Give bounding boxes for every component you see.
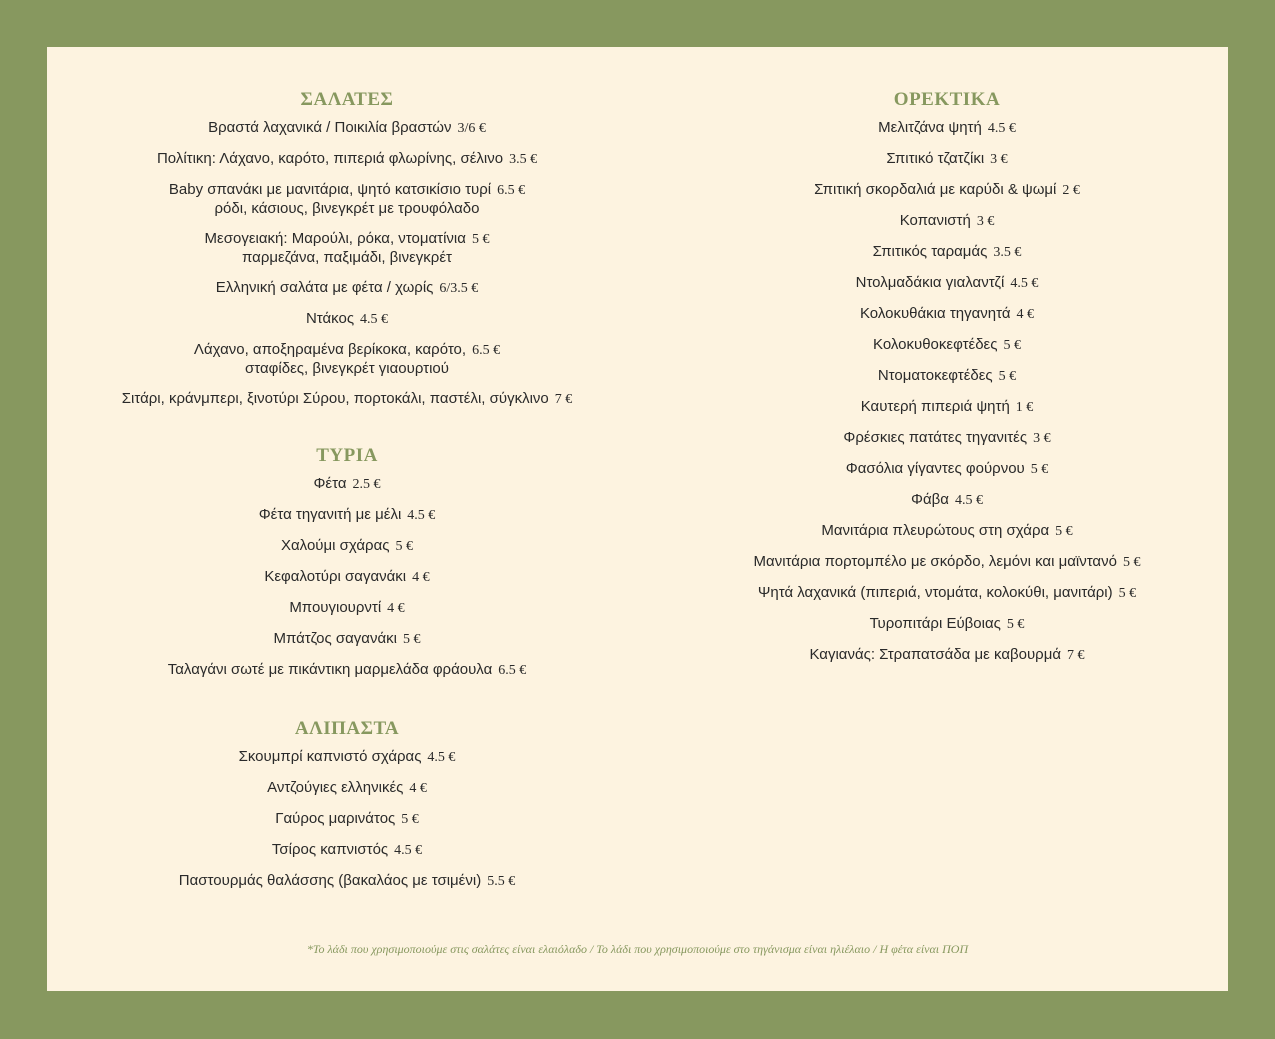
item-price: 5 € bbox=[1122, 555, 1141, 570]
menu-item bbox=[87, 500, 607, 531]
item-name: Τσίρος καπνιστός bbox=[271, 841, 389, 858]
menu-item bbox=[87, 835, 607, 866]
item-name: Γαύρος μαρινάτος bbox=[275, 810, 396, 827]
item-price: 7 € bbox=[554, 392, 573, 407]
item-name: Σπιτικός ταραμάς bbox=[872, 243, 988, 260]
item-name: Πολίτικη: Λάχανο, καρότο, πιπεριά φλωρίνης, σέλινο bbox=[156, 150, 504, 167]
item-name: Baby σπανάκι με μανιτάρια, ψητό κατσικίσιο τυρί bbox=[168, 181, 492, 198]
menu-item bbox=[87, 273, 607, 304]
menu-item bbox=[87, 144, 607, 175]
orektika-list bbox=[707, 113, 1187, 671]
item-price: 4.5 € bbox=[954, 493, 983, 508]
menu-item bbox=[87, 866, 607, 897]
item-name: Φέτα bbox=[313, 475, 347, 492]
tyria-list bbox=[87, 469, 607, 686]
section-title-alipasta: ΑΛΙΠΑΣΤΑ bbox=[294, 718, 400, 739]
item-name: Φρέσκιες πατάτες τηγανιτές bbox=[843, 429, 1028, 446]
item-name: Ελληνική σαλάτα με φέτα / χωρίς bbox=[215, 279, 434, 296]
item-price: 5 € bbox=[998, 369, 1017, 384]
item-price: 4 € bbox=[409, 781, 427, 796]
menu-item bbox=[87, 304, 607, 335]
item-name: Βραστά λαχανικά / Ποικιλία βραστών bbox=[208, 119, 452, 136]
menu-item bbox=[87, 175, 607, 224]
menu-item bbox=[707, 113, 1187, 144]
footnote: *Το λάδι που χρησιμοποιούμε στις σαλάτες είναι ελαιόλαδο / Το λάδι που χρησιμοποιούμε στο τηγάνισμα είναι ηλιέλαιο / Η φέτα είναι ΠΟΠ bbox=[306, 942, 969, 956]
item-name: Σιτάρι, κράνμπερι, ξινοτύρι Σύρου, πορτοκάλι, παστέλι, σύγκλινο bbox=[121, 390, 549, 407]
item-price: 4 € bbox=[387, 601, 405, 616]
item-price: 3 € bbox=[976, 214, 995, 229]
item-price: 4 € bbox=[1016, 307, 1035, 322]
item-name: Τυροπιτάρι Εύβοιας bbox=[869, 615, 1001, 632]
menu-item bbox=[707, 175, 1187, 206]
section-alipasta bbox=[87, 716, 607, 897]
item-name: Ψητά λαχανικά (πιπεριά, ντομάτα, κολοκύθι, μανιτάρι) bbox=[757, 584, 1113, 601]
item-name: Καγιανάς: Στραπατσάδα με καβουρμά bbox=[809, 646, 1062, 663]
item-price: 4.5 € bbox=[394, 843, 423, 858]
item-price: 1 € bbox=[1015, 400, 1034, 415]
item-price: 5 € bbox=[1030, 462, 1049, 477]
item-price: 4.5 € bbox=[407, 508, 436, 523]
menu-item bbox=[707, 454, 1187, 485]
menu-item bbox=[707, 516, 1187, 547]
item-name: Μπάτζος σαγανάκι bbox=[273, 630, 397, 647]
item-description: ρόδι, κάσιους, βινεγκρέτ με τρουφόλαδο bbox=[214, 200, 480, 217]
item-name: Καυτερή πιπεριά ψητή bbox=[860, 398, 1010, 415]
item-name: Ντολμαδάκια γιαλαντζί bbox=[855, 274, 1005, 291]
menu-item bbox=[707, 485, 1187, 516]
menu-item bbox=[707, 299, 1187, 330]
alipasta-list bbox=[87, 742, 607, 897]
item-name: Μεσογειακή: Μαρούλι, ρόκα, ντοματίνια bbox=[204, 230, 466, 247]
item-price: 4.5 € bbox=[360, 312, 389, 327]
item-price: 5 € bbox=[401, 812, 419, 827]
menu-item bbox=[87, 773, 607, 804]
item-name: Κολοκυθοκεφτέδες bbox=[873, 336, 998, 353]
item-price: 5 € bbox=[471, 232, 490, 247]
item-price: 5 € bbox=[402, 632, 421, 647]
item-name: Κεφαλοτύρι σαγανάκι bbox=[264, 568, 407, 585]
item-price: 3 € bbox=[990, 152, 1008, 167]
item-name: Κολοκυθάκια τηγανητά bbox=[859, 305, 1011, 322]
item-name: Μανιτάρια πορτομπέλο με σκόρδο, λεμόνι και μαϊντανό bbox=[753, 553, 1117, 570]
section-tyria bbox=[87, 443, 607, 686]
item-description: παρμεζάνα, παξιμάδι, βινεγκρέτ bbox=[242, 249, 452, 266]
menu-item bbox=[87, 384, 607, 415]
item-price: 6.5 € bbox=[497, 183, 526, 198]
item-name: Ντάκος bbox=[305, 310, 355, 327]
menu-item bbox=[707, 330, 1187, 361]
menu-item bbox=[707, 547, 1187, 578]
menu-item bbox=[707, 423, 1187, 454]
menu-item bbox=[707, 578, 1187, 609]
item-price: 6/3.5 € bbox=[439, 281, 479, 296]
menu-item bbox=[707, 609, 1187, 640]
left-column bbox=[87, 87, 607, 897]
item-price: 5 € bbox=[1003, 338, 1021, 353]
item-name: Σπιτική σκορδαλιά με καρύδι & ψωμί bbox=[814, 181, 1057, 198]
item-price: 6.5 € bbox=[472, 343, 501, 358]
item-name: Μελιτζάνα ψητή bbox=[878, 119, 982, 136]
item-name: Αντζούγιες ελληνικές bbox=[267, 779, 404, 796]
menu-item bbox=[707, 640, 1187, 671]
menu-item bbox=[87, 624, 607, 655]
item-price: 5 € bbox=[1118, 586, 1137, 601]
menu-item bbox=[87, 655, 607, 686]
item-name: Μπουγιουρντί bbox=[289, 599, 382, 616]
item-price: 6.5 € bbox=[498, 663, 527, 678]
item-price: 5 € bbox=[1055, 524, 1073, 539]
item-name: Παστουρμάς θαλάσσης (βακαλάος με τσιμένι) bbox=[178, 872, 482, 889]
menu-item bbox=[87, 469, 607, 500]
menu-item bbox=[87, 804, 607, 835]
item-name: Σκουμπρί καπνιστό σχάρας bbox=[238, 748, 422, 765]
item-name: Ταλαγάνι σωτέ με πικάντικη μαρμελάδα φράουλα bbox=[167, 661, 493, 678]
item-price: 3/6 € bbox=[457, 121, 486, 136]
item-name: Σπιτικό τζατζίκι bbox=[886, 150, 985, 167]
section-salates bbox=[87, 87, 607, 415]
item-price: 4.5 € bbox=[427, 750, 456, 765]
menu-item bbox=[707, 361, 1187, 392]
menu-item bbox=[87, 593, 607, 624]
item-price: 2 € bbox=[1062, 183, 1080, 198]
section-orektika bbox=[707, 87, 1187, 671]
item-price: 4.5 € bbox=[987, 121, 1016, 136]
menu-item bbox=[87, 224, 607, 273]
item-price: 5 € bbox=[1006, 617, 1025, 632]
menu-item bbox=[87, 335, 607, 384]
item-name: Χαλούμι σχάρας bbox=[281, 537, 390, 554]
section-title-salates: ΣΑΛΑΤΕΣ bbox=[300, 89, 394, 110]
menu-item bbox=[707, 206, 1187, 237]
menu-item bbox=[87, 113, 607, 144]
salates-list bbox=[87, 113, 607, 415]
item-name: Λάχανο, αποξηραμένα βερίκοκα, καρότο, bbox=[193, 341, 467, 358]
item-price: 3.5 € bbox=[993, 245, 1022, 260]
item-name: Φάβα bbox=[911, 491, 949, 508]
menu-item bbox=[87, 742, 607, 773]
menu-item bbox=[707, 392, 1187, 423]
right-column bbox=[707, 87, 1187, 671]
menu-item bbox=[707, 268, 1187, 299]
item-price: 7 € bbox=[1067, 648, 1085, 663]
menu-item bbox=[707, 144, 1187, 175]
item-price: 5 € bbox=[395, 539, 413, 554]
item-name: Ντοματοκεφτέδες bbox=[877, 367, 993, 384]
item-description: σταφίδες, βινεγκρέτ γιαουρτιού bbox=[245, 360, 449, 377]
section-title-tyria: ΤΥΡΙΑ bbox=[316, 445, 378, 466]
menu-card bbox=[47, 47, 1228, 991]
item-name: Μανιτάρια πλευρώτους στη σχάρα bbox=[821, 522, 1050, 539]
item-price: 3 € bbox=[1033, 431, 1051, 446]
item-price: 3.5 € bbox=[509, 152, 538, 167]
item-price: 5.5 € bbox=[487, 874, 516, 889]
item-price: 2.5 € bbox=[352, 477, 381, 492]
item-name: Φασόλια γίγαντες φούρνου bbox=[845, 460, 1025, 477]
item-name: Κοπανιστή bbox=[899, 212, 971, 229]
item-price: 4 € bbox=[412, 570, 430, 585]
menu-item bbox=[87, 562, 607, 593]
menu-item bbox=[87, 531, 607, 562]
menu-item bbox=[707, 237, 1187, 268]
item-price: 4.5 € bbox=[1010, 276, 1039, 291]
section-title-orektika: ΟΡΕΚΤΙΚΑ bbox=[893, 89, 1001, 110]
item-name: Φέτα τηγανιτή με μέλι bbox=[258, 506, 402, 523]
